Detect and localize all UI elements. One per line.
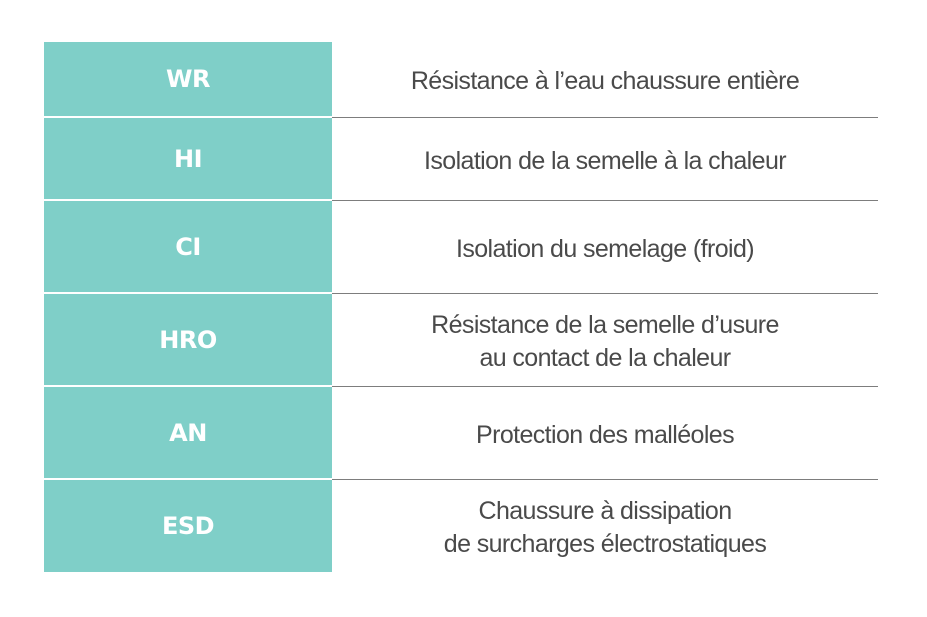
description-line: au contact de la chaleur (479, 344, 731, 372)
table-row (44, 480, 878, 572)
description-cell (332, 42, 878, 118)
code-cell: AN (44, 387, 332, 480)
code-cell: CI (44, 201, 332, 294)
standards-table (44, 42, 878, 572)
description-line: Chaussure à dissipation (478, 497, 732, 525)
description-line: Protection des malléoles (476, 420, 734, 449)
description-cell (332, 387, 878, 480)
code-cell: ESD (44, 480, 332, 572)
description-cell (332, 118, 878, 201)
description-line: Isolation du semelage (froid) (455, 234, 755, 263)
code-cell: WR (44, 42, 332, 118)
description-line: Résistance à l’eau chaussure entière (410, 67, 800, 95)
description-cell (332, 480, 878, 572)
description-cell (332, 294, 878, 387)
description-cell (332, 201, 878, 294)
code-cell: HI (44, 118, 332, 201)
table-row (44, 201, 878, 294)
description-line: Isolation de la semelle à la chaleur (424, 146, 786, 175)
table-row (44, 294, 878, 387)
description-line: de surcharges électrostatiques (443, 530, 767, 558)
description-line: Résistance de la semelle d’usure (431, 311, 779, 339)
table-row (44, 118, 878, 201)
code-cell: HRO (44, 294, 332, 387)
table-row (44, 42, 878, 118)
table-row (44, 387, 878, 480)
